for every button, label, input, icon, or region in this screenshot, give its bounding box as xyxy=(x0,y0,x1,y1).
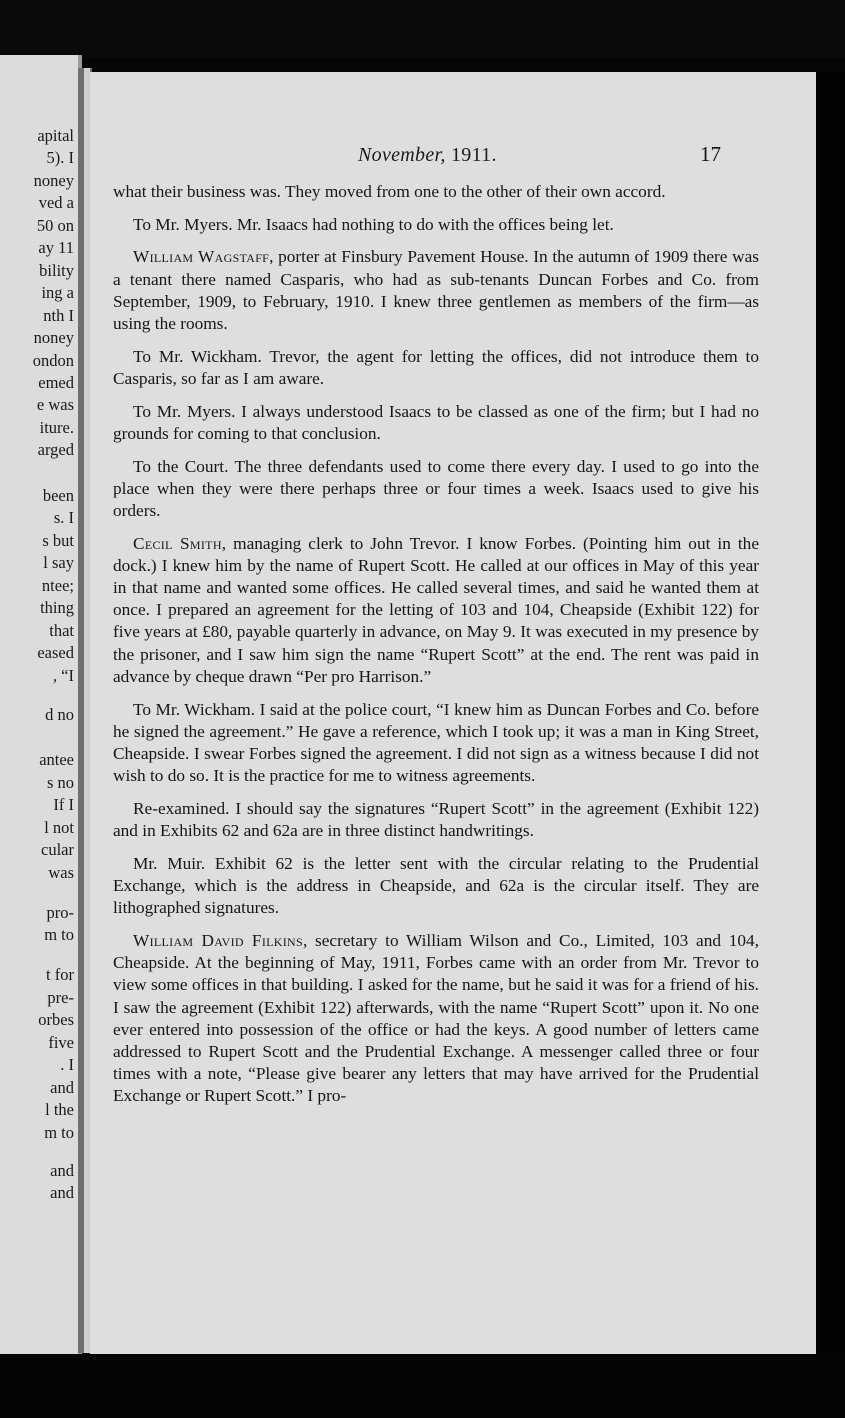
facing-page-line: cular xyxy=(41,840,74,859)
paragraph-text: , porter at Finsbury Pavement House. In the autumn of 1909 there was a tenant there named Casparis, who had as sub-tenants Duncan Forbes and Co. from September, 1909, to February, 1910. I knew three gentlemen as members of the firm—as using the rooms. xyxy=(113,247,759,334)
paragraph xyxy=(113,798,759,842)
facing-page-line: l not xyxy=(44,818,74,837)
facing-page-line: orbes xyxy=(38,1010,74,1029)
facing-page-line: ntee; xyxy=(41,576,74,595)
facing-page-line: been xyxy=(42,486,74,505)
facing-page-line: l say xyxy=(43,553,74,572)
facing-page-line: , “I xyxy=(52,666,74,685)
paragraph-text: , managing clerk to John Trevor. I know Forbes. (Pointing him out in the dock.) I knew him by the name of Rupert Scott. He called at our offices in May of this year in that name and wanted some offices. He called several times, and said he wanted them at once. I prepared an agreement for the letting of 103 and 104, Cheapside (Exhibit 122) for five years at £80, payable quarterly in advance, on May 9. It was executed in my presence by the prisoner, and I saw him sign the name “Rupert Scott” at the end. The rent was paid in advance by cheque drawn “Per pro Harrison.” xyxy=(113,533,759,686)
paragraph xyxy=(113,181,759,203)
witness-name: William Wagstaff xyxy=(133,247,270,267)
facing-page-line: and xyxy=(50,1078,74,1097)
facing-page-line: bility xyxy=(39,261,74,280)
paragraph-text: what their business was. They moved from one to the other of their own accord. xyxy=(113,182,666,201)
paragraph-text: Mr. Muir. Exhibit 62 is the letter sent with the circular relating to the Prudential Exchange, which is the address in Cheapside, and 62a is the circular itself. They are lithographed signatures. xyxy=(113,853,759,918)
header-year: 1911. xyxy=(451,144,497,166)
paragraph xyxy=(113,346,759,390)
paragraph xyxy=(113,699,759,788)
facing-page-line: 50 on xyxy=(36,216,74,235)
header-month: November, xyxy=(358,144,446,166)
facing-page-line: arged xyxy=(37,440,74,459)
body-text xyxy=(113,181,759,1118)
facing-page-line: thing xyxy=(40,598,74,617)
facing-page-line: was xyxy=(48,863,74,882)
facing-page-fragment xyxy=(0,55,82,1355)
paragraph xyxy=(113,533,759,688)
facing-page-line: ved a xyxy=(38,193,74,212)
facing-page-line: antee xyxy=(39,750,74,769)
facing-page-line: nth I xyxy=(43,306,74,325)
facing-page-line: If I xyxy=(53,795,74,814)
document-page xyxy=(90,72,816,1354)
facing-page-line: and xyxy=(50,1161,74,1180)
paragraph-text: , secretary to William Wilson and Co., Limited, 103 and 104, Cheapside. At the beginning of May, 1911, Forbes came with an order from Mr. Trevor to view some offices in that building. I asked for the name, but he said it was for a friend of his. I saw the agreement (Exhibit 122) afterwards, with the name “Rupert Scott” upon it. No one ever entered into possession of the office or had the keys. A good number of letters came addressed to Rupert Scott and the Prudential Exchange. A messenger called three or four times with a note, “Please give bearer any letters that may have arrived for the Prudential Exchange or Rupert Scott.” I pro- xyxy=(113,930,759,1106)
paragraph xyxy=(113,456,759,523)
facing-page-line: five xyxy=(48,1033,74,1052)
scan-top-border xyxy=(0,0,845,58)
paragraph-text: To Mr. Myers. I always understood Isaacs to be classed as one of the firm; but I had no grounds for coming to that conclusion. xyxy=(113,401,759,443)
facing-page-line: . I xyxy=(60,1055,74,1074)
paragraph-text: To Mr. Wickham. Trevor, the agent for letting the offices, did not introduce them to Casparis, so far as I am aware. xyxy=(113,346,759,388)
paragraph-text: To the Court. The three defendants used to come there every day. I used to go into the place when they were there perhaps three or four times a week. Isaacs used to give his orders. xyxy=(113,456,759,520)
facing-page-line: pre- xyxy=(47,988,74,1007)
paragraph xyxy=(113,930,759,1108)
paragraph xyxy=(113,246,759,335)
facing-page-line: s. I xyxy=(53,508,74,527)
facing-page-line: apital xyxy=(37,126,74,145)
scan-right-border xyxy=(816,72,845,1354)
facing-page-line: pro- xyxy=(46,903,74,922)
facing-page-line: ondon xyxy=(32,351,74,370)
facing-page-line: ing a xyxy=(41,283,74,302)
facing-page-line: noney xyxy=(33,171,74,190)
paragraph-text: Re-examined. I should say the signatures “Rupert Scott” in the agreement (Exhibit 122) and in Exhibits 62 and 62a are in three distinct handwritings. xyxy=(113,798,759,841)
facing-page-line: m to xyxy=(44,925,74,944)
facing-page-line: t for xyxy=(46,965,74,984)
facing-page-line: s no xyxy=(46,773,74,792)
facing-page-line: emed xyxy=(38,373,74,392)
paragraph-text: To Mr. Myers. Mr. Isaacs had nothing to do with the offices being let. xyxy=(133,214,614,234)
running-header xyxy=(90,142,816,170)
facing-page-line: that xyxy=(49,621,74,640)
facing-page-line: eased xyxy=(37,643,74,662)
facing-page-line: m to xyxy=(44,1123,74,1142)
paragraph xyxy=(113,853,759,920)
facing-page-line: and xyxy=(50,1183,74,1202)
facing-page-line: d no xyxy=(45,705,74,724)
paragraph-text: To Mr. Wickham. I said at the police court, “I knew him as Duncan Forbes and Co. before he signed the agreement.” He gave a reference, which I took up; it was a man in King Street, Cheapside. I swear Forbes signed the agreement. I did not sign as a witness because I did not wish to do so. It is the practice for me to witness agreements. xyxy=(113,699,759,786)
paragraph xyxy=(113,214,759,236)
facing-page-line: l the xyxy=(45,1100,74,1119)
paragraph xyxy=(113,401,759,445)
facing-page-line: s but xyxy=(42,531,74,550)
witness-name: William David Filkins xyxy=(133,930,303,950)
facing-page-line: ay 11 xyxy=(38,238,74,257)
page-number: 17 xyxy=(700,142,721,166)
witness-name: Cecil Smith xyxy=(133,533,222,553)
scan-bottom-border xyxy=(0,1354,845,1418)
header-date xyxy=(358,144,497,167)
facing-page-line: e was xyxy=(36,395,74,414)
facing-page-line: noney xyxy=(33,328,74,347)
facing-page-line: iture. xyxy=(39,418,74,437)
facing-page-line: 5). I xyxy=(46,148,74,167)
